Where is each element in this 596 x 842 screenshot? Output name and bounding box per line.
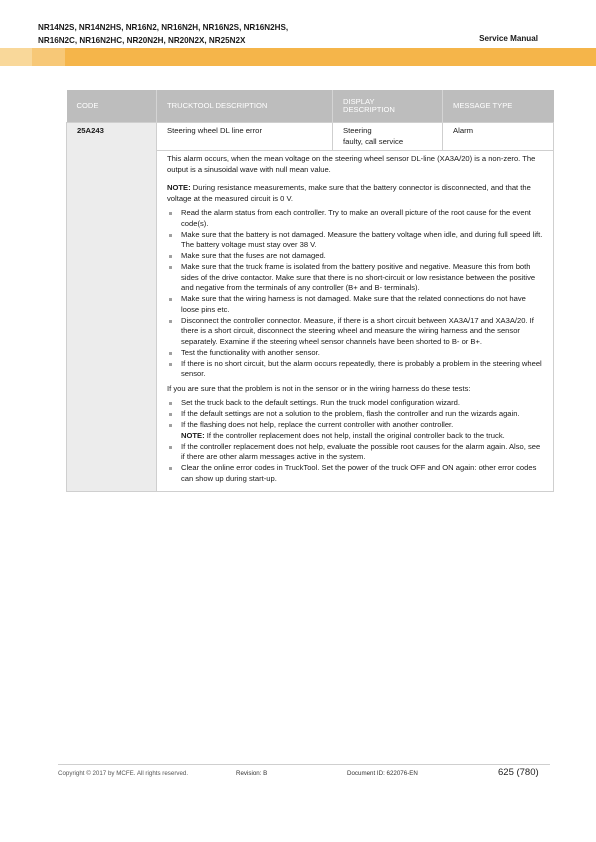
footer-document-id: Document ID: 622076-EN bbox=[347, 770, 418, 777]
header-message-type: MESSAGE TYPE bbox=[443, 90, 554, 123]
list-item-text: If the flashing does not help, replace the current controller with another controller. bbox=[181, 420, 454, 429]
list-item bbox=[167, 208, 543, 229]
bullet-icon bbox=[169, 255, 172, 258]
display-description-line1: Steering bbox=[343, 126, 372, 135]
header-color-band bbox=[0, 48, 596, 66]
bullet-icon bbox=[169, 467, 172, 470]
list-item bbox=[167, 316, 543, 348]
header-display-line2: DESCRIPTION bbox=[343, 105, 395, 114]
bullet-icon bbox=[169, 446, 172, 449]
bullet-icon bbox=[169, 352, 172, 355]
footer-revision: Revision: B bbox=[236, 770, 268, 777]
bullet-icon bbox=[169, 402, 172, 405]
troubleshoot-list-1 bbox=[167, 208, 543, 380]
header-display-line1: DISPLAY bbox=[343, 96, 375, 106]
list-item-text: Make sure that the battery is not damaged. Measure the battery voltage when idle, and during full speed lift. The battery voltage must stay over 38 V. bbox=[181, 229, 543, 249]
display-description bbox=[333, 123, 443, 151]
bullet-icon bbox=[169, 320, 172, 323]
list-item bbox=[167, 442, 543, 463]
header-manual-title: Service Manual bbox=[479, 34, 538, 43]
bullet-icon bbox=[169, 298, 172, 301]
display-description-line2: faulty, call service bbox=[343, 136, 404, 146]
header-models-line2: NR16N2C, NR16N2HC, NR20N2H, NR20N2X, NR25N2X bbox=[38, 35, 246, 45]
list-item-text: Read the alarm status from each controller. Try to make an overall picture of the root cause for the event code(s). bbox=[181, 208, 531, 228]
list-item-text: Disconnect the controller connector. Measure, if there is a short circuit between XA3A/17 and XA3A/20. If there is a short circuit, disconnect the steering wheel and measure the wiring harness and the sensor separately. Examine if the steering wheel sensor channels have been shorted to B- or B+. bbox=[181, 315, 534, 346]
list-item bbox=[167, 294, 543, 315]
footer-copyright: Copyright © 2017 by MCFE. All rights reserved. bbox=[58, 770, 189, 777]
bullet-icon bbox=[169, 266, 172, 269]
header-models-line1: NR14N2S, NR14N2HS, NR16N2, NR16N2H, NR16N2S, NR16N2HS, bbox=[38, 23, 289, 32]
list-item bbox=[167, 398, 543, 409]
note-paragraph bbox=[167, 183, 543, 204]
trucktool-description: Steering wheel DL line error bbox=[157, 123, 333, 151]
table-header-row bbox=[67, 90, 554, 123]
note-label: NOTE: bbox=[167, 183, 191, 192]
list-item bbox=[167, 348, 543, 359]
bullet-icon bbox=[169, 413, 172, 416]
list-item-text: Make sure that the fuses are not damaged. bbox=[181, 251, 326, 260]
list-item bbox=[167, 262, 543, 294]
bullet-icon bbox=[169, 363, 172, 366]
table-row bbox=[67, 123, 554, 151]
header-code: CODE bbox=[67, 90, 157, 123]
list-item bbox=[167, 359, 543, 380]
header-models bbox=[38, 22, 398, 47]
intro-paragraph: This alarm occurs, when the mean voltage on the steering wheel sensor DL-line (XA3A/20) is a non-zero. The output is a sinusoidal wave with null mean value. bbox=[167, 154, 536, 174]
band-segment-mid bbox=[32, 48, 65, 66]
note-text: If the controller replacement does not help, install the original controller back to the truck. bbox=[204, 430, 505, 440]
alarm-description bbox=[157, 151, 554, 492]
list-item-text: Make sure that the truck frame is isolated from the battery positive and negative. Measure this from both sides of the drive contactor. Make sure that there is no short-circuit or low resistance between the positive and negative from the terminals of any controller (B+ and B- terminals). bbox=[181, 262, 536, 292]
footer-page-number: 625 (780) bbox=[498, 767, 539, 778]
list-item-text: Make sure that the wiring harness is not damaged. Make sure that the related connections do not have loose pins etc. bbox=[181, 294, 526, 314]
list-item bbox=[167, 463, 543, 484]
list-item bbox=[167, 420, 543, 441]
list-item-text: Set the truck back to the default settings. Run the truck model configuration wizard. bbox=[181, 398, 461, 407]
list-item bbox=[167, 409, 543, 420]
list-item-text: If the controller replacement does not help, evaluate the possible root causes for the alarm again. Also, see if there are other alarm messages active in the system. bbox=[181, 441, 541, 461]
list-item-text: If the default settings are not a solution to the problem, flash the controller and run the wizards again. bbox=[181, 409, 520, 418]
band-segment-light bbox=[0, 48, 32, 66]
note-text: During resistance measurements, make sure that the battery connector is disconnected, and that the voltage at the measured circuit is 0 V. bbox=[167, 183, 531, 203]
bullet-icon bbox=[169, 234, 172, 237]
list-item bbox=[167, 230, 543, 251]
message-type: Alarm bbox=[443, 123, 554, 151]
list-item-text: If there is no short circuit, but the alarm occurs repeatedly, there is probably a problem in the steering wheel sensor. bbox=[181, 358, 542, 378]
mid-paragraph: If you are sure that the problem is not in the sensor or in the wiring harness do these tests: bbox=[167, 383, 471, 393]
list-item-text: Clear the online error codes in TruckTool. Set the power of the truck OFF and ON again: other error codes can show up during start-up. bbox=[181, 463, 537, 483]
alarm-code: 25A243 bbox=[67, 123, 157, 492]
band-segment-main bbox=[65, 48, 596, 66]
list-item bbox=[167, 251, 543, 262]
header-display-description bbox=[333, 90, 443, 123]
bullet-icon bbox=[169, 212, 172, 215]
alarm-table bbox=[66, 90, 554, 492]
note-label: NOTE: bbox=[181, 430, 205, 440]
header-trucktool-description: TRUCKTOOL DESCRIPTION bbox=[157, 90, 333, 123]
list-item-text: Test the functionality with another sensor. bbox=[181, 347, 320, 357]
footer-divider bbox=[58, 764, 550, 765]
troubleshoot-list-2 bbox=[167, 398, 543, 484]
bullet-icon bbox=[169, 424, 172, 427]
